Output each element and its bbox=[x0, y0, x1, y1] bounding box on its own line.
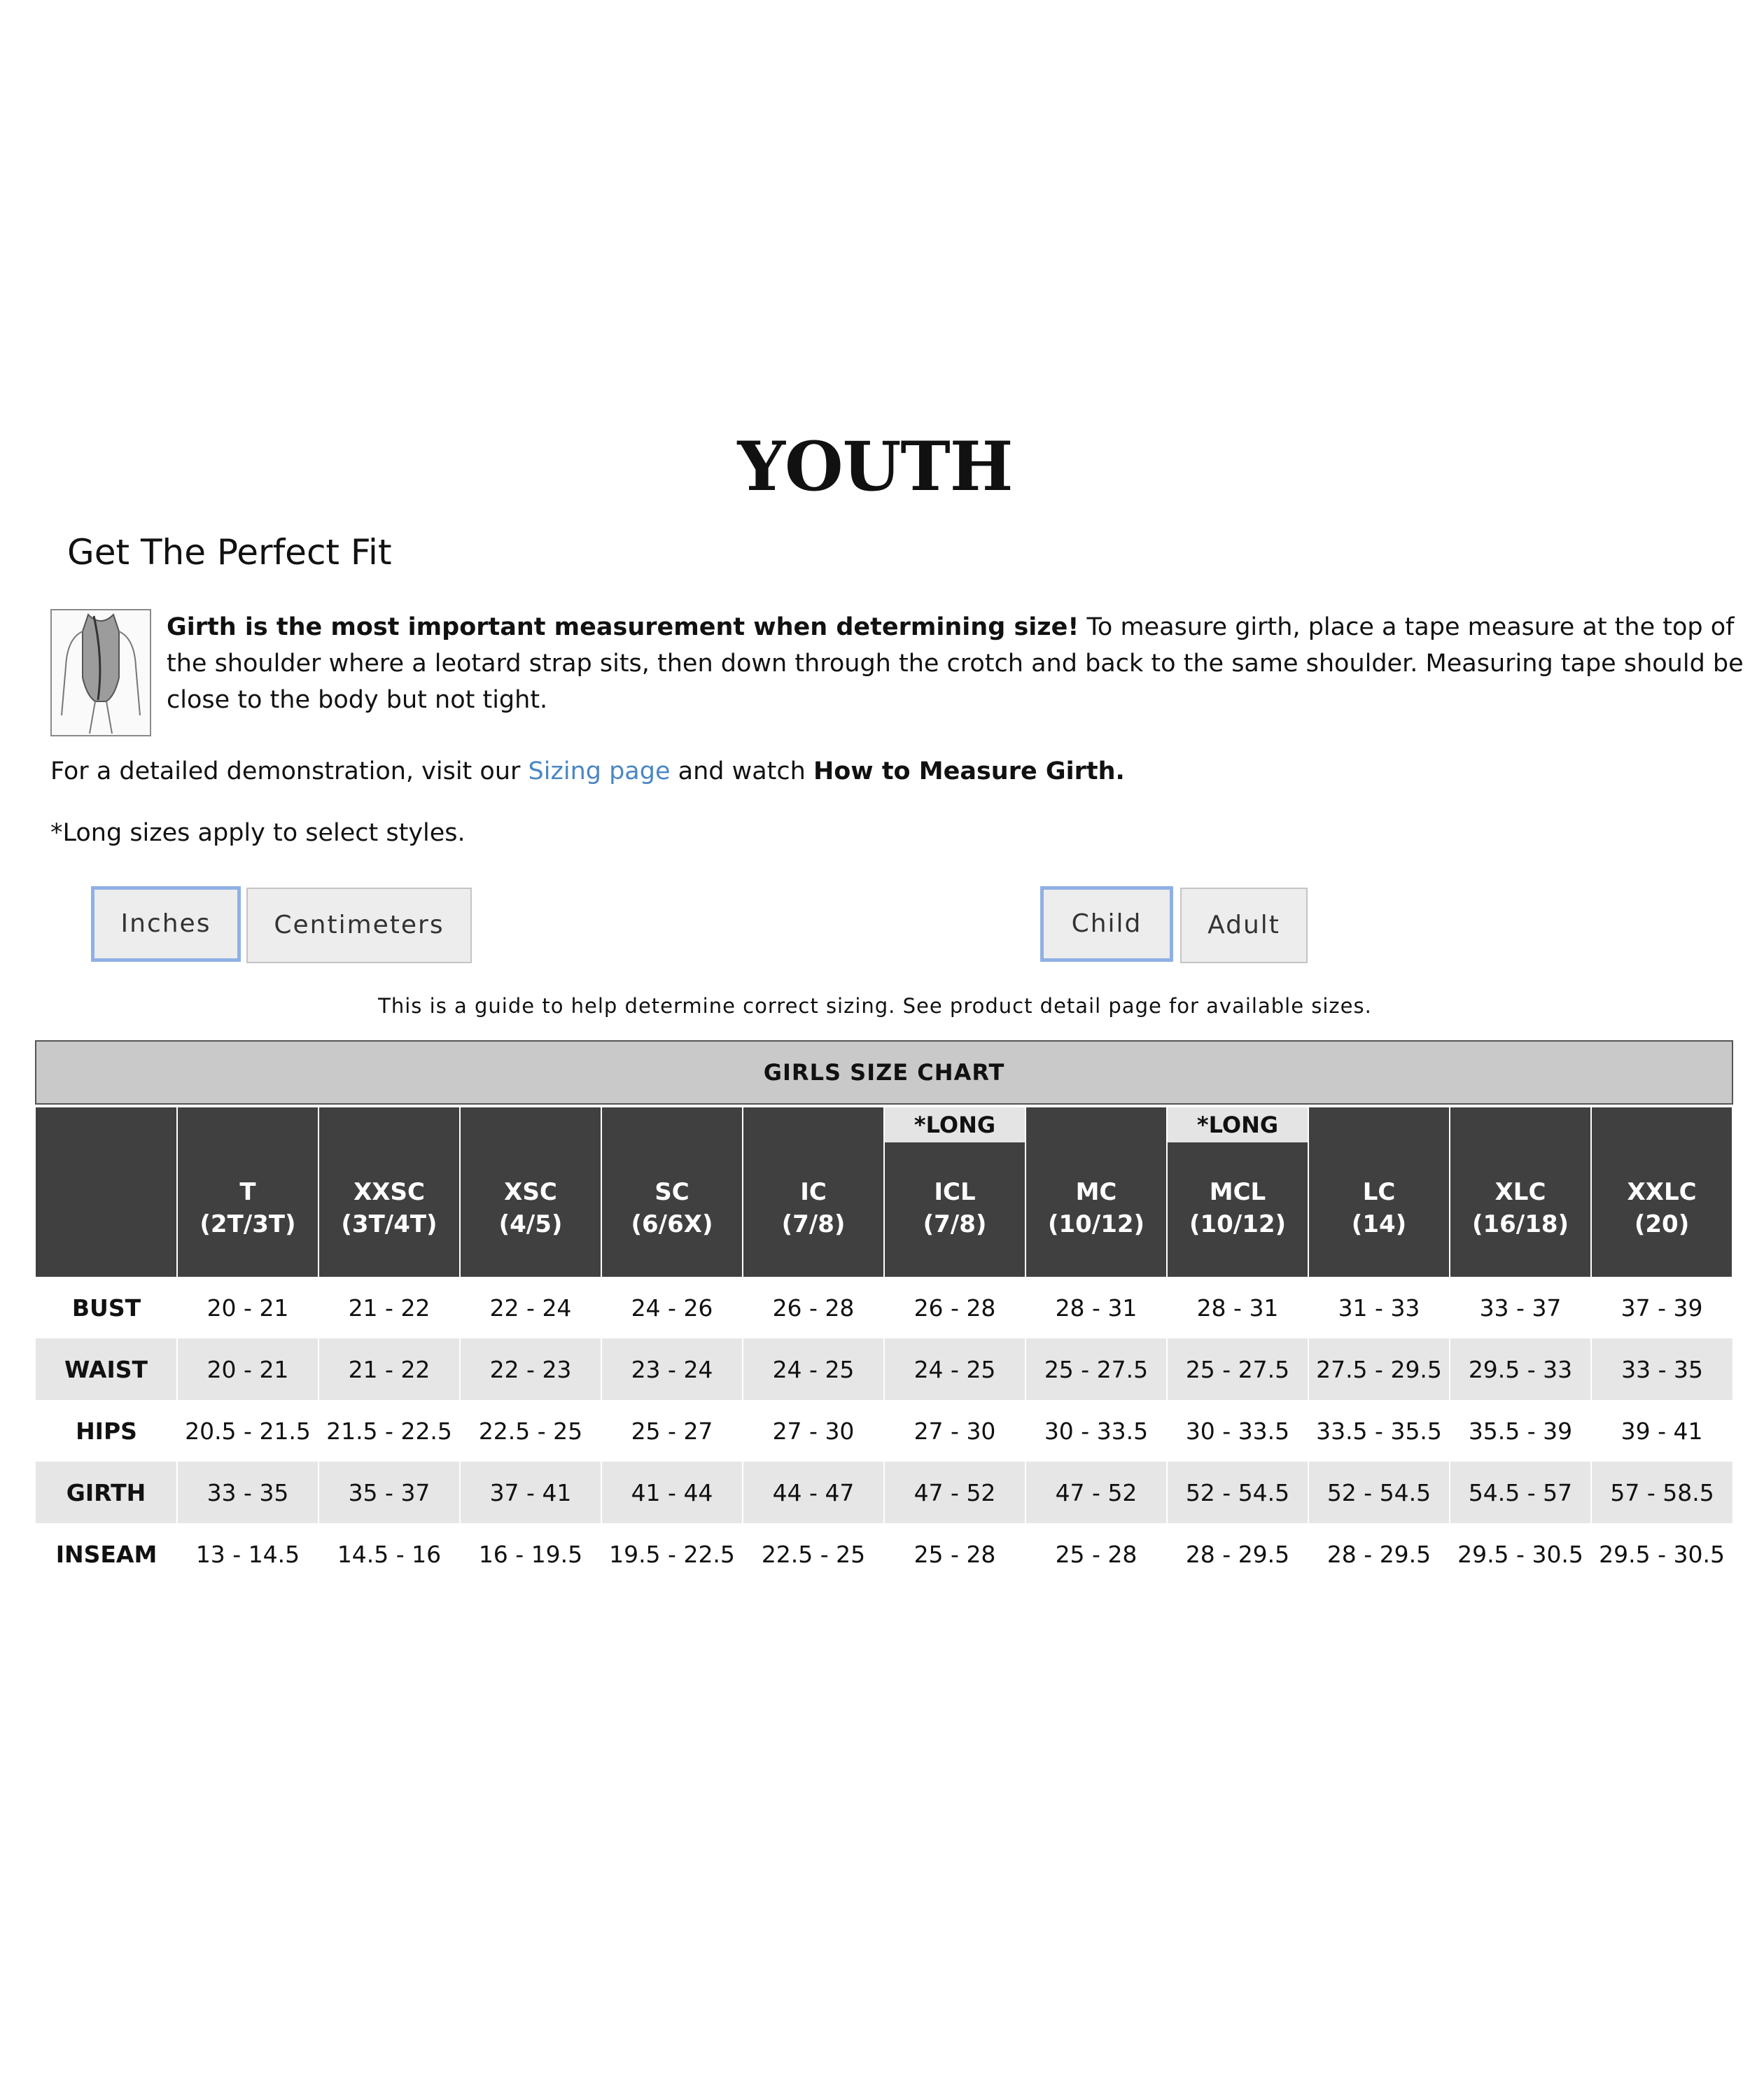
table-cell: 35 - 37 bbox=[318, 1462, 460, 1523]
row-label: INSEAM bbox=[55, 1540, 158, 1568]
table-cell: 25 - 27 bbox=[631, 1417, 713, 1445]
centimeters-button[interactable]: Centimeters bbox=[246, 888, 472, 963]
col-header: SC (6/6X) bbox=[601, 1107, 743, 1277]
table-cell: 22 - 24 bbox=[489, 1294, 572, 1322]
table-cell: 21.5 - 22.5 bbox=[326, 1417, 452, 1445]
table-cell: 29.5 - 30.5 bbox=[1599, 1540, 1725, 1568]
chart-title: GIRLS SIZE CHART bbox=[36, 1041, 1732, 1104]
long-sizes-note: *Long sizes apply to select styles. bbox=[50, 819, 465, 847]
table-cell: 33 - 35 bbox=[1591, 1338, 1732, 1400]
table-cell: 23 - 24 bbox=[601, 1338, 743, 1400]
table-cell: 24 - 25 bbox=[743, 1338, 884, 1400]
demo-video-title: How to Measure Girth. bbox=[813, 757, 1125, 785]
table-cell: 33.5 - 35.5 bbox=[1316, 1417, 1442, 1445]
table-cell: 37 - 39 bbox=[1620, 1294, 1703, 1322]
child-button[interactable]: Child bbox=[1040, 886, 1173, 962]
table-cell: 20 - 21 bbox=[206, 1294, 289, 1322]
inches-button[interactable]: Inches bbox=[91, 886, 241, 962]
col-header: XSC (4/5) bbox=[460, 1107, 601, 1277]
sizing-guide-note: This is a guide to help determine correct sizing. See product detail page for available sizes. bbox=[378, 994, 1372, 1018]
adult-button[interactable]: Adult bbox=[1180, 888, 1308, 963]
long-label: *LONG bbox=[885, 1107, 1025, 1142]
table-cell: 28 - 29.5 bbox=[1185, 1540, 1290, 1568]
table-cell: 33 - 37 bbox=[1479, 1294, 1562, 1322]
table-cell: 13 - 14.5 bbox=[195, 1540, 300, 1568]
demo-prefix: For a detailed demonstration, visit our bbox=[50, 757, 528, 785]
col-header: T (2T/3T) bbox=[177, 1107, 318, 1277]
col-header: LC (14) bbox=[1308, 1107, 1450, 1277]
leotard-figure-icon bbox=[50, 609, 151, 736]
col-header-long: *LONG MCL (10/12) bbox=[1167, 1107, 1308, 1277]
table-cell: 25 - 28 bbox=[1055, 1540, 1138, 1568]
table-cell: 52 - 54.5 bbox=[1167, 1462, 1308, 1523]
page-title: YOUTH bbox=[737, 427, 1013, 506]
col-header: XXLC (20) bbox=[1591, 1107, 1732, 1277]
row-label: GIRTH bbox=[36, 1462, 177, 1523]
table-cell: 27 - 30 bbox=[913, 1417, 996, 1445]
section-heading: Get The Perfect Fit bbox=[67, 532, 392, 573]
table-cell: 27.5 - 29.5 bbox=[1308, 1338, 1450, 1400]
girth-body-text: To measure girth, place a tape measure at the top of the shoulder where a leotard strap sits, then down through the crotch and back to the same shoulder. Measuring tape should be close to the body but not tight. bbox=[167, 613, 1744, 714]
table-cell: 35.5 - 39 bbox=[1468, 1417, 1573, 1445]
table-row bbox=[36, 1277, 1732, 1338]
table-cell: 14.5 - 16 bbox=[337, 1540, 442, 1568]
girth-bold-text: Girth is the most important measurement when determining size! bbox=[167, 613, 1079, 641]
col-header: MC (10/12) bbox=[1026, 1107, 1167, 1277]
table-cell: 39 - 41 bbox=[1620, 1417, 1703, 1445]
table-row bbox=[36, 1523, 1732, 1585]
row-label: HIPS bbox=[76, 1417, 137, 1445]
table-row bbox=[36, 1338, 1732, 1400]
table-cell: 25 - 28 bbox=[913, 1540, 996, 1568]
girth-instructions bbox=[167, 609, 1750, 718]
row-label: BUST bbox=[71, 1294, 141, 1322]
table-cell: 22 - 23 bbox=[460, 1338, 601, 1400]
table-cell: 44 - 47 bbox=[743, 1462, 884, 1523]
table-cell: 22.5 - 25 bbox=[761, 1540, 866, 1568]
table-cell: 24 - 25 bbox=[884, 1338, 1026, 1400]
table-cell: 16 - 19.5 bbox=[478, 1540, 583, 1568]
table-cell: 54.5 - 57 bbox=[1450, 1462, 1591, 1523]
table-row bbox=[36, 1400, 1732, 1462]
girth-info bbox=[50, 609, 1744, 739]
col-header: XXSC (3T/4T) bbox=[318, 1107, 460, 1277]
col-header: IC (7/8) bbox=[743, 1107, 884, 1277]
table-cell: 29.5 - 33 bbox=[1450, 1338, 1591, 1400]
table-cell: 27 - 30 bbox=[772, 1417, 855, 1445]
table-cell: 52 - 54.5 bbox=[1308, 1462, 1450, 1523]
table-cell: 29.5 - 30.5 bbox=[1457, 1540, 1583, 1568]
table-cell: 26 - 28 bbox=[772, 1294, 855, 1322]
table-cell: 41 - 44 bbox=[601, 1462, 743, 1523]
table-row bbox=[36, 1462, 1732, 1523]
table-cell: 37 - 41 bbox=[460, 1462, 601, 1523]
table-cell: 31 - 33 bbox=[1338, 1294, 1420, 1322]
table-cell: 20 - 21 bbox=[177, 1338, 318, 1400]
table-cell: 47 - 52 bbox=[884, 1462, 1026, 1523]
table-cell: 21 - 22 bbox=[348, 1294, 430, 1322]
table-cell: 24 - 26 bbox=[631, 1294, 713, 1322]
col-header: XLC (16/18) bbox=[1450, 1107, 1591, 1277]
table-cell: 25 - 27.5 bbox=[1026, 1338, 1167, 1400]
table-cell: 22.5 - 25 bbox=[478, 1417, 583, 1445]
header-corner bbox=[36, 1107, 177, 1277]
table-cell: 33 - 35 bbox=[177, 1462, 318, 1523]
table-cell: 30 - 33.5 bbox=[1185, 1417, 1290, 1445]
table-cell: 57 - 58.5 bbox=[1591, 1462, 1732, 1523]
table-cell: 28 - 31 bbox=[1196, 1294, 1279, 1322]
girls-size-chart bbox=[35, 1040, 1733, 1585]
table-cell: 25 - 27.5 bbox=[1167, 1338, 1308, 1400]
table-cell: 21 - 22 bbox=[318, 1338, 460, 1400]
demo-line bbox=[50, 757, 1125, 785]
table-cell: 19.5 - 22.5 bbox=[609, 1540, 735, 1568]
row-label: WAIST bbox=[36, 1338, 177, 1400]
long-label: *LONG bbox=[1168, 1107, 1308, 1142]
sizing-page-link[interactable]: Sizing page bbox=[528, 757, 671, 785]
table-cell: 26 - 28 bbox=[913, 1294, 996, 1322]
table-cell: 30 - 33.5 bbox=[1044, 1417, 1149, 1445]
table-cell: 20.5 - 21.5 bbox=[185, 1417, 311, 1445]
demo-middle: and watch bbox=[670, 757, 813, 785]
table-cell: 47 - 52 bbox=[1026, 1462, 1167, 1523]
table-cell: 28 - 31 bbox=[1055, 1294, 1138, 1322]
col-header-long: *LONG ICL (7/8) bbox=[884, 1107, 1026, 1277]
table-cell: 28 - 29.5 bbox=[1326, 1540, 1432, 1568]
